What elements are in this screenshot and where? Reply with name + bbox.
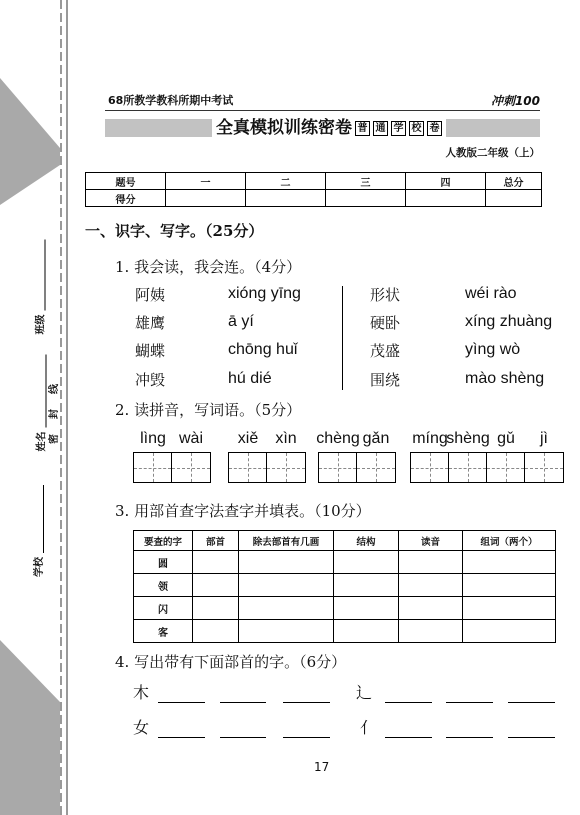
match-divider — [342, 286, 343, 390]
title-tag: 学 — [391, 121, 406, 136]
question-3-prompt: 3. 用部首查字法查字并填表。（10分） — [115, 502, 371, 520]
writing-grid — [318, 452, 396, 483]
pinyin-syllable: gǎn — [362, 430, 390, 447]
match-right-pinyin: xíng zhuàng — [465, 313, 553, 330]
pinyin-syllable: gǔ — [497, 430, 515, 447]
score-row-label: 题号 — [86, 173, 166, 190]
pinyin-syllable: xìn — [275, 430, 297, 447]
writing-box — [487, 453, 525, 482]
match-right-word: 茂盛 — [370, 342, 401, 360]
match-right-word: 形状 — [370, 286, 401, 304]
radical-lookup-table — [133, 530, 556, 643]
lookup-column-header: 组词（两个） — [463, 531, 556, 551]
writing-box — [411, 453, 449, 482]
answer-blank — [446, 702, 493, 703]
answer-cell — [399, 597, 463, 620]
seal-line-label — [49, 384, 61, 444]
answer-blank — [283, 702, 330, 703]
match-left-pinyin: ā yí — [228, 313, 254, 330]
answer-cell — [463, 620, 556, 643]
answer-cell — [334, 597, 399, 620]
match-left-word: 雄鹰 — [135, 314, 166, 332]
answer-cell — [399, 620, 463, 643]
answer-blank — [158, 702, 205, 703]
lookup-header-row — [134, 531, 556, 551]
answer-cell — [239, 620, 334, 643]
match-left-word: 阿姨 — [135, 286, 166, 304]
score-column-header: 一 — [166, 173, 246, 190]
radical-left: 女 — [133, 718, 150, 737]
writing-box — [172, 453, 210, 482]
pinyin-syllable: jì — [540, 430, 548, 447]
pinyin-prompt — [134, 431, 210, 447]
question-1-prompt: 1. 我会读，我会连。（4分） — [115, 258, 302, 276]
name-blank — [37, 355, 47, 428]
title-tag: 通 — [373, 121, 388, 136]
exam-source: 68所教学教科所期中考试 — [108, 94, 234, 107]
answer-cell — [463, 597, 556, 620]
score-table-score-row — [86, 190, 542, 207]
question-2-prompt: 2. 读拼音，写词语。（5分） — [115, 401, 302, 419]
answer-cell — [334, 574, 399, 597]
name-label: 姓名 — [36, 431, 48, 452]
match-left-word: 冲毁 — [135, 371, 166, 389]
name-field — [37, 355, 49, 452]
match-left-pinyin: chōng huǐ — [228, 341, 298, 358]
score-row-label: 得分 — [86, 190, 166, 207]
bottom-margin-shape — [0, 640, 60, 815]
lookup-row — [134, 574, 556, 597]
match-right-pinyin: wéi rào — [465, 285, 517, 302]
match-right-pinyin: mào shèng — [465, 370, 545, 387]
writing-box — [525, 453, 563, 482]
title-block — [212, 118, 446, 138]
class-label: 班级 — [35, 314, 47, 335]
writing-box — [319, 453, 357, 482]
page-number: 17 — [314, 760, 330, 774]
lookup-column-header: 部首 — [193, 531, 239, 551]
lookup-row — [134, 551, 556, 574]
score-cell — [486, 190, 542, 207]
score-cell — [406, 190, 486, 207]
lookup-character: 闪 — [134, 597, 193, 620]
answer-blank — [385, 702, 432, 703]
answer-cell — [193, 551, 239, 574]
school-blank — [34, 485, 44, 553]
brand-logo-text: 冲刺100 — [490, 94, 540, 108]
answer-cell — [239, 551, 334, 574]
answer-cell — [334, 551, 399, 574]
answer-cell — [193, 620, 239, 643]
lookup-row — [134, 620, 556, 643]
lookup-row — [134, 597, 556, 620]
match-left-pinyin: xióng yīng — [228, 285, 301, 302]
writing-grid — [133, 452, 211, 483]
lookup-character: 领 — [134, 574, 193, 597]
score-column-header: 四 — [406, 173, 486, 190]
title-tag: 校 — [409, 121, 424, 136]
writing-box — [229, 453, 267, 482]
score-cell — [166, 190, 246, 207]
match-left-pinyin: hú dié — [228, 370, 272, 387]
answer-cell — [239, 597, 334, 620]
writing-box — [134, 453, 172, 482]
class-blank — [36, 240, 46, 311]
answer-cell — [463, 574, 556, 597]
header-rule — [105, 110, 540, 111]
pinyin-syllable: míng — [412, 430, 448, 447]
radical-right: 亻 — [360, 718, 377, 737]
writing-box — [449, 453, 487, 482]
answer-blank — [220, 702, 266, 703]
title-tag: 卷 — [427, 121, 442, 136]
score-column-header: 二 — [246, 173, 326, 190]
lookup-column-header: 结构 — [334, 531, 399, 551]
answer-blank — [446, 737, 493, 738]
edition-label: 人教版二年级（上） — [445, 147, 540, 159]
pinyin-syllable: chèng — [316, 430, 360, 447]
lookup-character: 客 — [134, 620, 193, 643]
seal-char: 密 — [49, 434, 60, 444]
pinyin-prompt — [411, 431, 563, 447]
answer-blank — [220, 737, 266, 738]
section-heading: 一、识字、写字。（25分） — [85, 222, 264, 240]
lookup-character: 圆 — [134, 551, 193, 574]
answer-cell — [399, 551, 463, 574]
title-tag: 普 — [355, 121, 370, 136]
answer-blank — [508, 737, 555, 738]
score-column-header: 三 — [326, 173, 406, 190]
match-right-word: 硬卧 — [370, 314, 401, 332]
match-left-word: 蝴蝶 — [135, 342, 166, 360]
school-field — [34, 485, 46, 577]
class-field — [36, 240, 48, 335]
writing-grid — [410, 452, 564, 483]
writing-box — [267, 453, 305, 482]
score-cell — [246, 190, 326, 207]
answer-cell — [193, 574, 239, 597]
pinyin-syllable: wài — [178, 430, 203, 447]
score-cell — [326, 190, 406, 207]
answer-cell — [399, 574, 463, 597]
lookup-column-header: 要查的字 — [134, 531, 193, 551]
writing-grid — [228, 452, 306, 483]
pinyin-syllable: shèng — [446, 430, 490, 447]
seal-char: 封 — [49, 409, 60, 419]
pinyin-syllable: xiě — [237, 430, 259, 447]
score-table — [85, 172, 542, 207]
writing-box — [357, 453, 395, 482]
pinyin-syllable: lìng — [140, 430, 166, 447]
lookup-column-header: 读音 — [399, 531, 463, 551]
radical-right: 辶 — [356, 683, 373, 702]
seal-char: 线 — [49, 384, 60, 394]
page-title: 全真模拟训练密卷 — [216, 118, 352, 138]
score-column-header: 总分 — [486, 173, 542, 190]
answer-blank — [385, 737, 432, 738]
answer-blank — [158, 737, 205, 738]
pinyin-prompt — [316, 430, 395, 447]
answer-blank — [508, 702, 555, 703]
answer-cell — [334, 620, 399, 643]
top-margin-shape — [0, 78, 60, 205]
answer-blank — [283, 737, 330, 738]
lookup-column-header: 除去部首有几画 — [239, 531, 334, 551]
match-right-pinyin: yìng wò — [465, 341, 521, 358]
pinyin-prompt — [229, 431, 305, 447]
school-label: 学校 — [34, 557, 45, 577]
answer-cell — [239, 574, 334, 597]
radical-left: 木 — [133, 683, 150, 702]
answer-cell — [463, 551, 556, 574]
match-right-word: 围绕 — [370, 371, 401, 389]
score-table-header-row — [86, 173, 542, 190]
question-4-prompt: 4. 写出带有下面部首的字。（6分） — [115, 653, 347, 671]
answer-cell — [193, 597, 239, 620]
